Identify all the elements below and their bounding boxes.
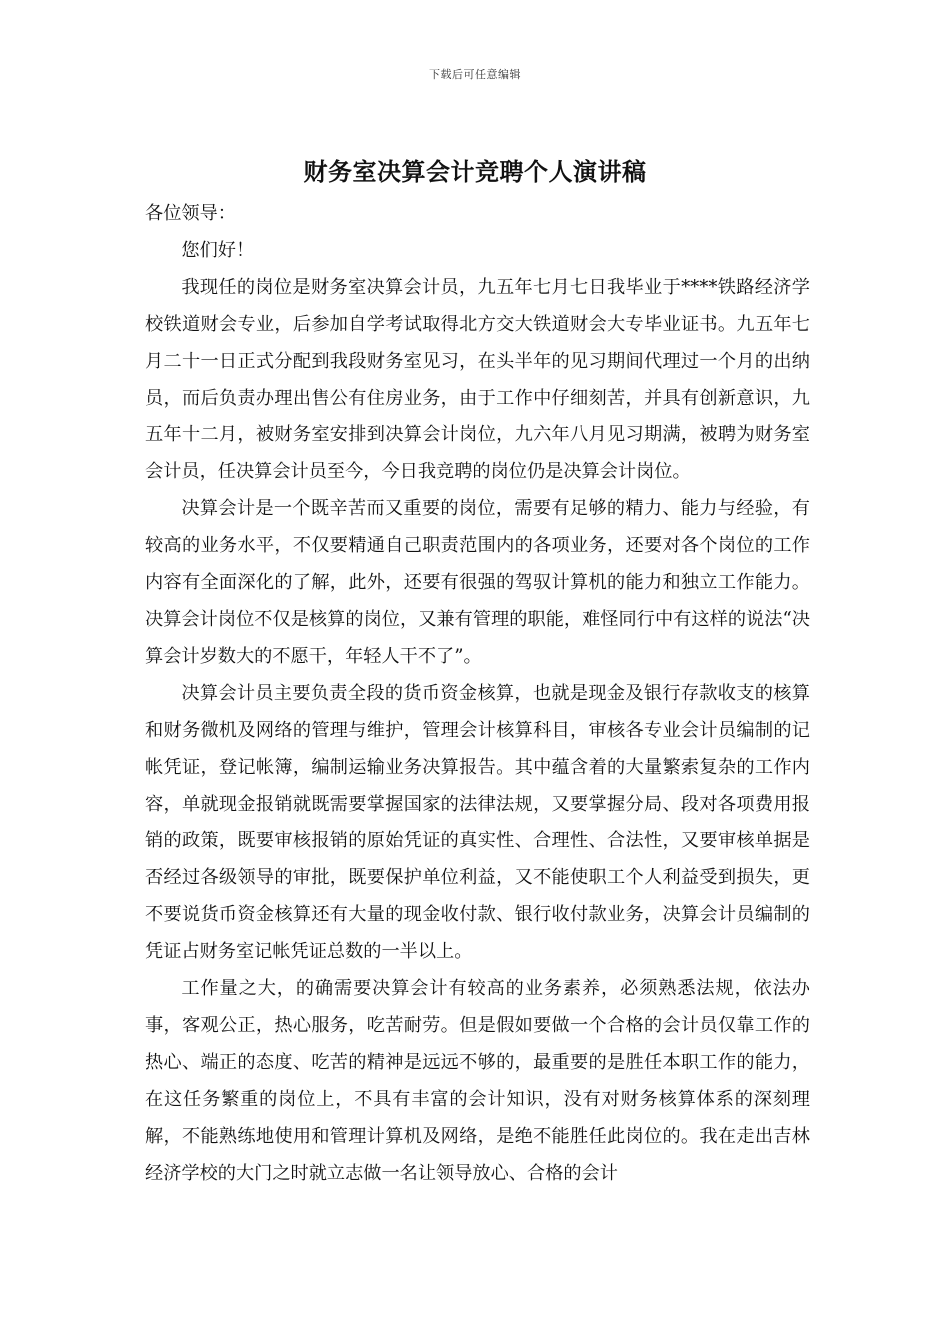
paragraph: 工作量之大，的确需要决算会计有较高的业务素养，必须熟悉法规，依法办事，客观公正，热心服务，吃苦耐劳。但是假如要做一个合格的会计员仅靠工作的热心、端正的态度、吃苦的精神是远远不够的，最重要的是胜任本职工作的能力，在这任务繁重的岗位上，不具有丰富的会计知识，没有对财务核算体系的深刻理解，不能熟练地使用和管理计算机及网络，是绝不能胜任此岗位的。我在走出吉林经济学校的大门之时就立志做一名让领导放心、合格的会计 (145, 978, 810, 1184)
paragraph: 决算会计员主要负责全段的货币资金核算，也就是现金及银行存款收支的核算和财务微机及网络的管理与维护，管理会计核算科目，审核各专业会计员编制的记帐凭证，登记帐簿，编制运输业务决算报告。其中蕴含着的大量繁索复杂的工作内容，单就现金报销就既需要掌握国家的法律法规，又要掌握分局、段对各项费用报销的政策，既要审核报销的原始凭证的真实性、合理性、合法性，又要审核单据是否经过各级领导的审批，既要保护单位利益，又不能使职工个人利益受到损失，更不要说货币资金核算还有大量的现金收付款、银行收付款业务，决算会计员编制的凭证占财务室记帐凭证总数的一半以上。 (145, 682, 810, 963)
greeting: 您们好！ (181, 239, 255, 261)
header-note: 下载后可任意编辑 (429, 68, 521, 81)
paragraph: 决算会计是一个既辛苦而又重要的岗位，需要有足够的精力、能力与经验，有较高的业务水平，不仅要精通自己职责范围内的各项业务，还要对各个岗位的工作内容有全面深化的了解，此外，还要有很强的驾驭计算机的能力和独立工作能力。决算会计岗位不仅是核算的岗位，又兼有管理的职能，难怪同行中有这样的说法“决算会计岁数大的不愿干，年轻人干不了”。 (145, 498, 810, 667)
document-title: 财务室决算会计竞聘个人演讲稿 (303, 157, 647, 186)
document-body (145, 196, 810, 1192)
paragraph: 我现任的岗位是财务室决算会计员，九五年七月七日我毕业于****铁路经济学校铁道财会专业，后参加自学考试取得北方交大铁道财会大专毕业证书。九五年七月二十一日正式分配到我段财务室见习，在头半年的见习期间代理过一个月的出纳员，而后负责办理出售公有住房业务，由于工作中仔细刻苦，并具有创新意识，九五年十二月，被财务室安排到决算会计岗位，九六年八月见习期满，被聘为财务室会计员，任决算会计员至今，今日我竞聘的岗位仍是决算会计岗位。 (145, 276, 810, 483)
salutation: 各位领导： (145, 203, 236, 224)
